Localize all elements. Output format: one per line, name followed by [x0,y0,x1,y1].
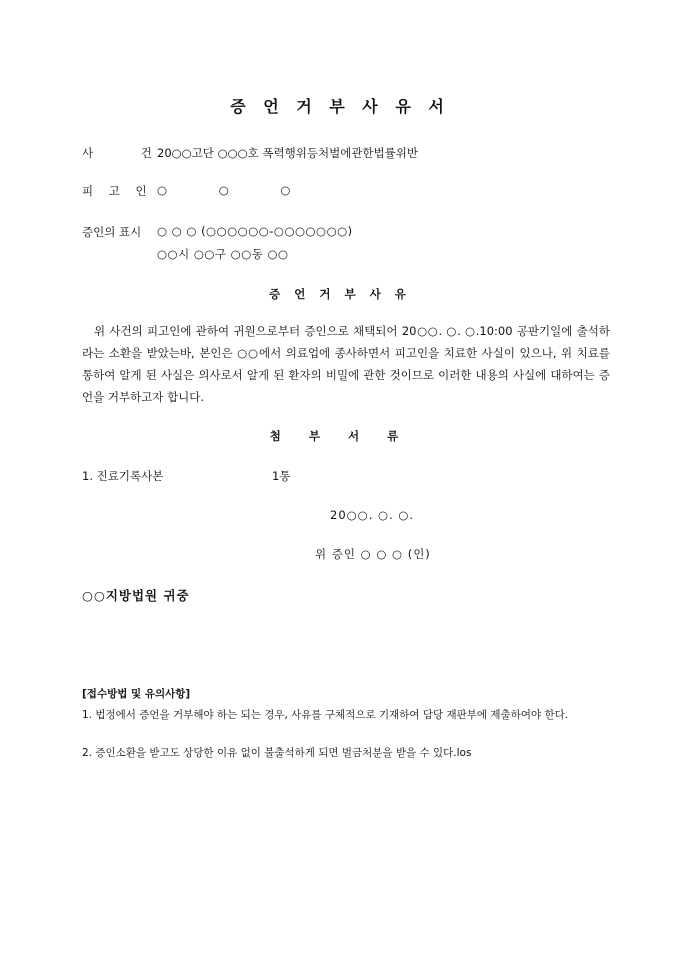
document-title: 증 언 거 부 사 유 서 [230,97,450,116]
reason-body: 위 사건의 피고인에 관하여 귀원으로부터 증인으로 채택되어 20○○. ○. ○.10:00 공판기일에 출석하라는 소환을 받았는바, 본인은 ○○에서 의료업에 종사하면서 피고인을 치료한 사실이 있으나, 위 치료를 통하여 알게 된 사실은 의사로서 알게 된 환자의 비밀에 관한 것이므로 이러한 내용의 사실에 대하여는 증언을 거부하고자 합니다. [82,324,610,404]
defendant-label: 피 고 인 [82,184,153,198]
witness-signature-line: 위 증인 ○ ○ ○ (인) [315,547,431,561]
note-item: 2. 증인소환을 받고도 상당한 이유 없이 불출석하게 되면 벌금처분을 받을 수 있다.los [82,747,472,759]
witness-name-id: ○ ○ ○ (○○○○○○-○○○○○○○) [157,224,353,238]
attachments-heading: 첨 부 서 류 [269,429,411,443]
court-addressee: ○○지방법원 귀중 [82,588,190,603]
notes-heading: [접수방법 및 유의사항] [82,688,191,700]
case-value: 20○○고단 ○○○호 폭력행위등처벌에관한법률위반 [157,146,418,160]
defendant-value: ○ ○ ○ [157,183,315,197]
note-item: 1. 법정에서 증언을 거부해야 하는 되는 경우, 사유를 구체적으로 기재하여 담당 재판부에 제출하여야 한다. [82,709,569,721]
reason-heading: 증 언 거 부 사 유 [269,287,411,301]
document-date: 20○○. ○. ○. [330,508,415,522]
witness-label: 증인의 표시 [82,225,142,239]
witness-address: ○○시 ○○구 ○○동 ○○ [157,247,289,261]
attachment-count: 1통 [272,469,291,483]
attachment-item: 1. 진료기록사본 [82,469,164,483]
case-label: 사 건 [82,146,174,160]
